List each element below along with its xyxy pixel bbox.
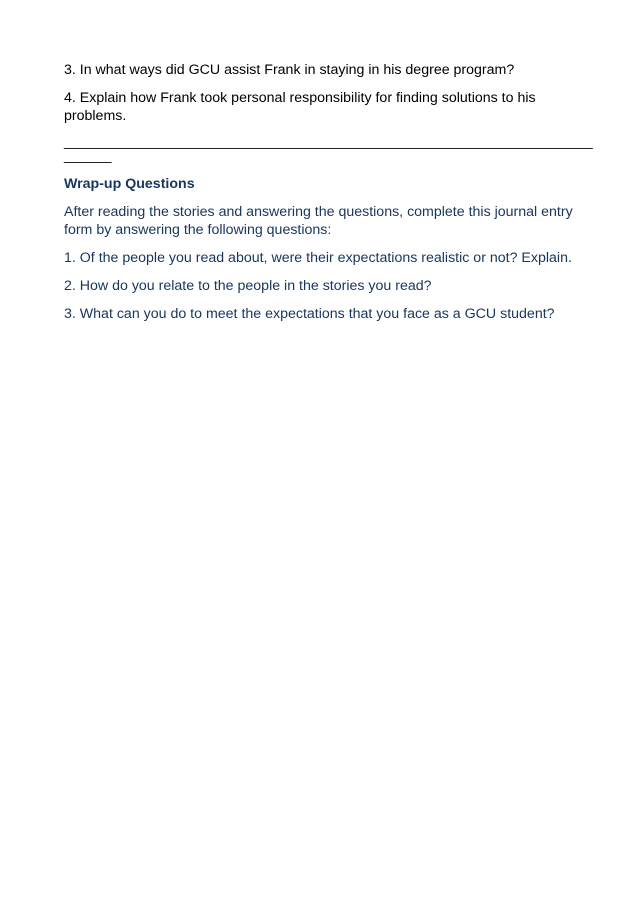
question-frank-responsibility: 4. Explain how Frank took personal responsibility for finding solutions to his problems. — [64, 90, 536, 124]
wrapup-heading: Wrap-up Questions — [64, 176, 195, 192]
document-page — [64, 61, 594, 333]
wrapup-question-relate: 2. How do you relate to the people in the stories you read? — [64, 278, 432, 294]
question-frank-gcu-assist: 3. In what ways did GCU assist Frank in staying in his degree program? — [64, 62, 515, 78]
wrapup-question-expectations: 1. Of the people you read about, were their expectations realistic or not? Explain. — [64, 250, 572, 266]
section-divider: _________________________________________________________________________ — [64, 134, 593, 164]
wrapup-intro: After reading the stories and answering the questions, complete this journal entry form by answering the following questions: — [64, 204, 573, 238]
wrapup-question-meet-expectations: 3. What can you do to meet the expectations that you face as a GCU student? — [64, 306, 555, 322]
